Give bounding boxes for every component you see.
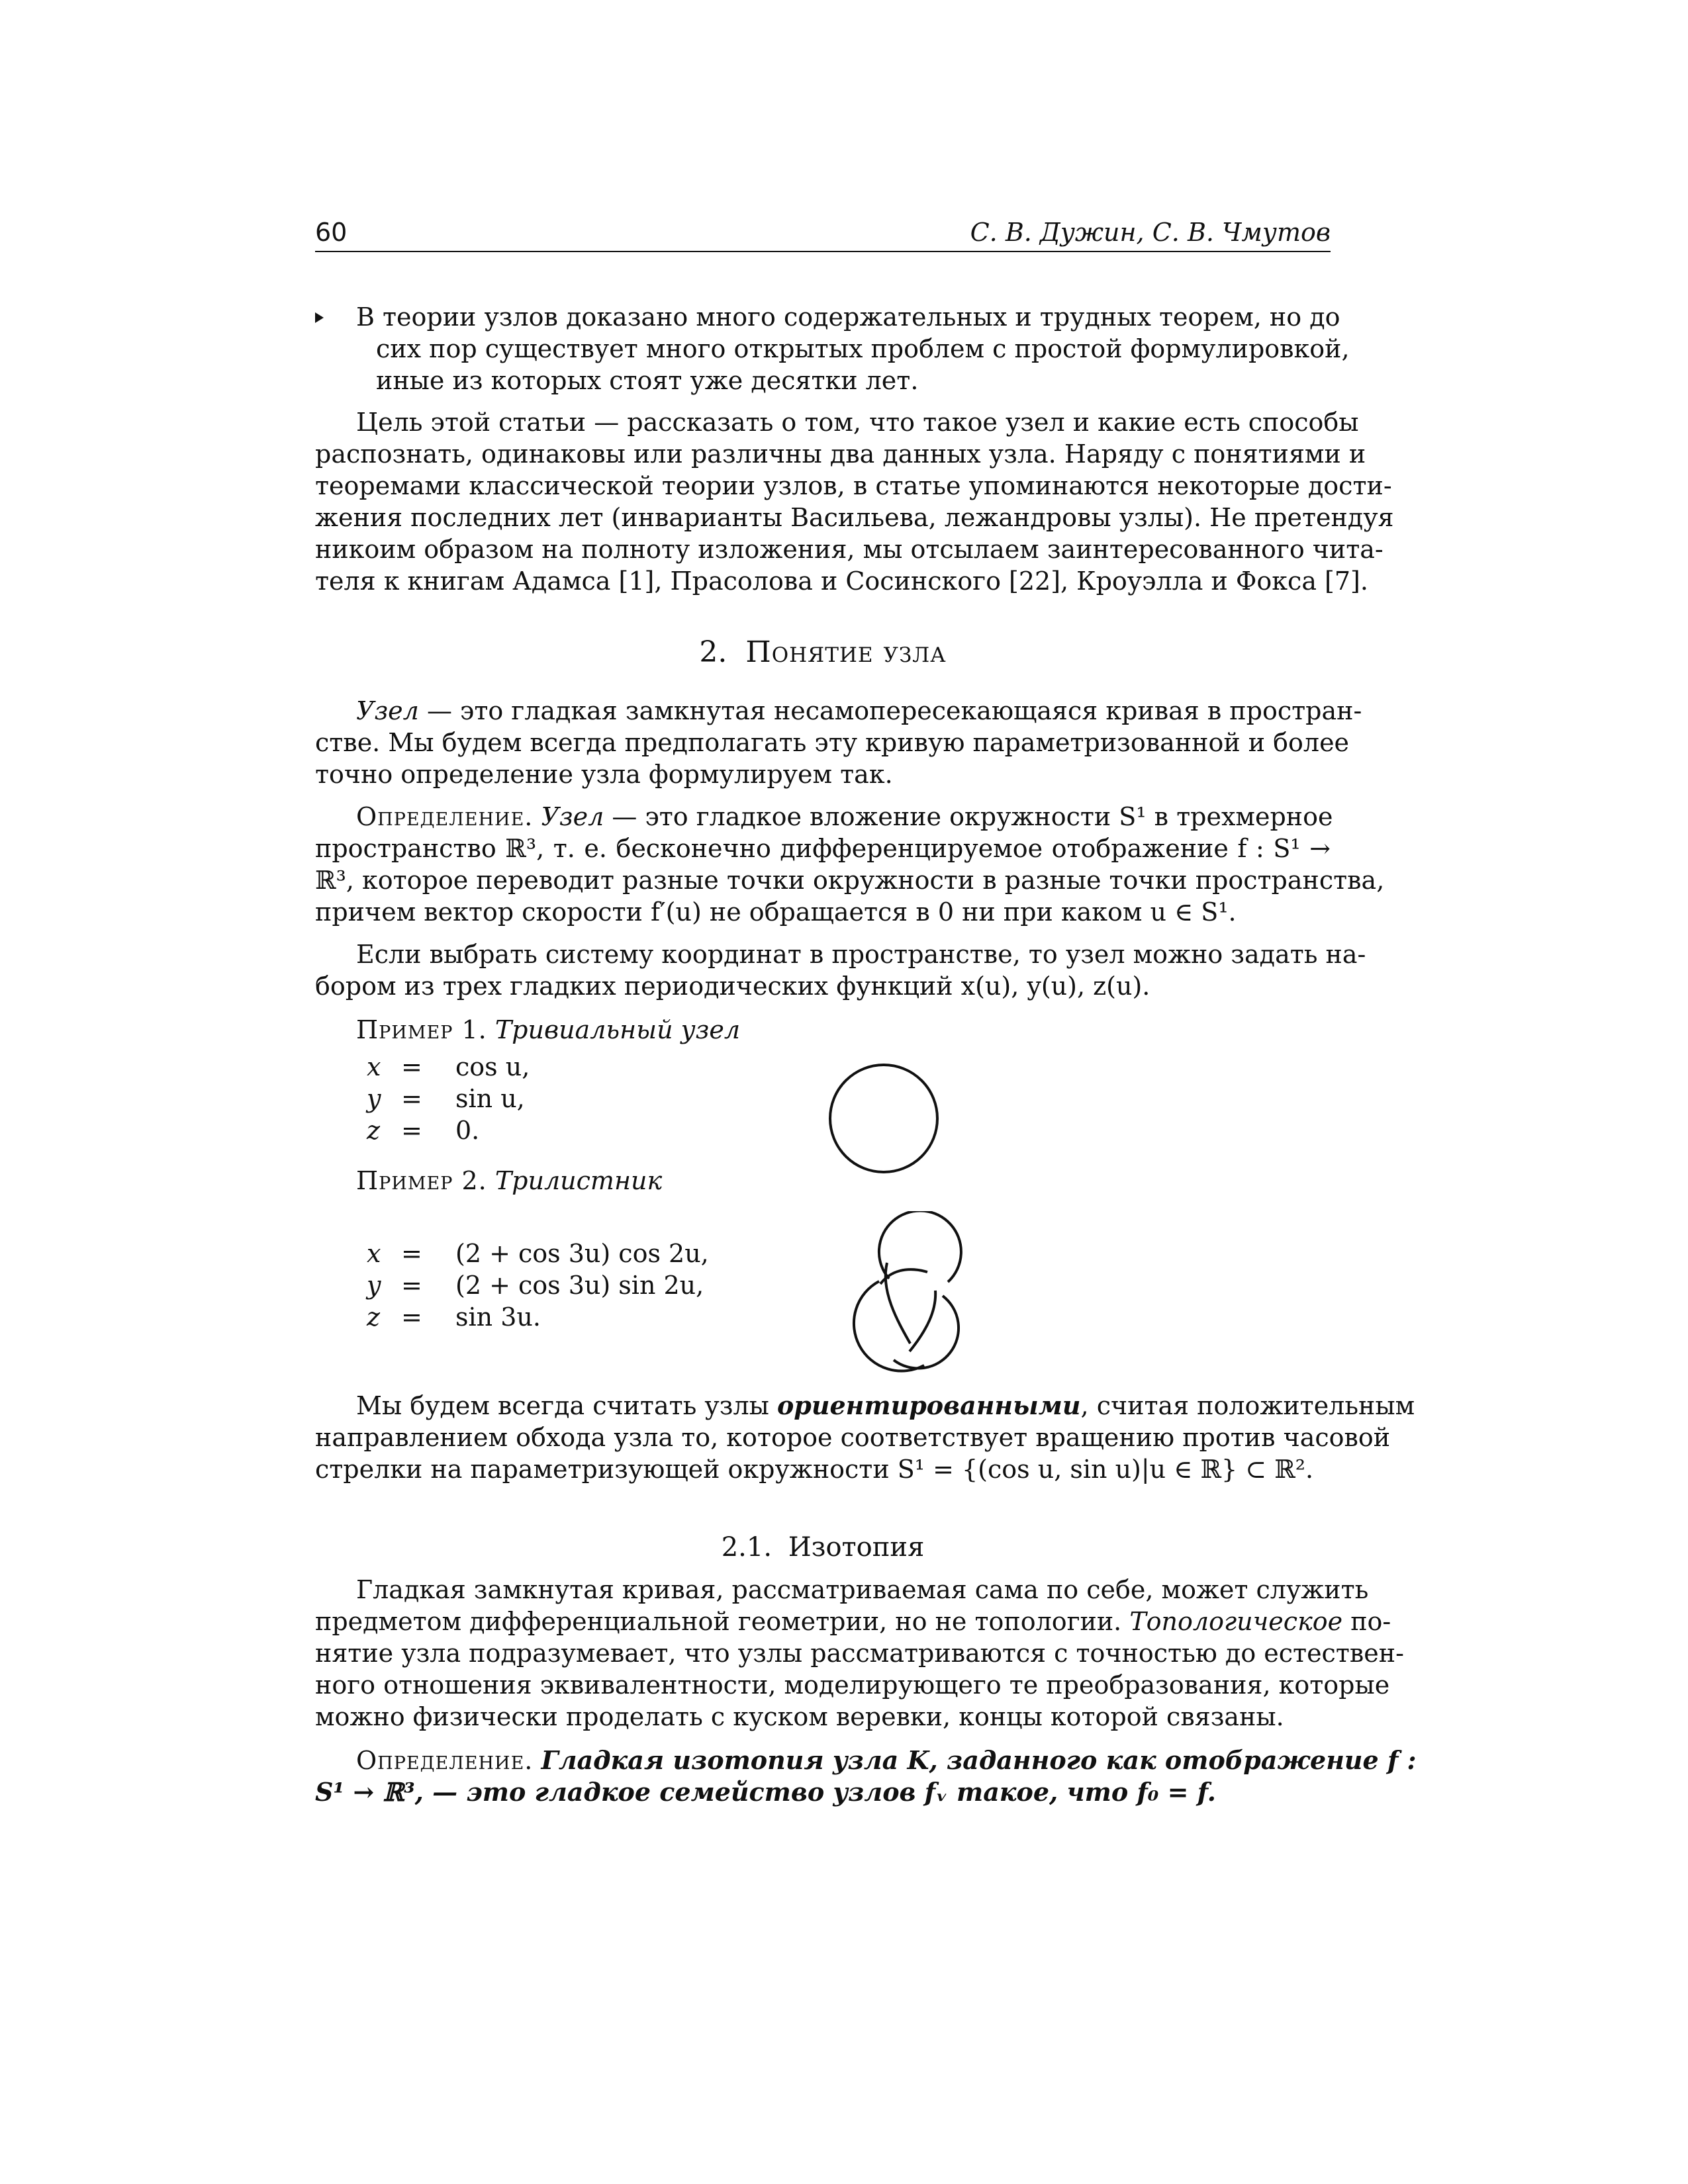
orientation-line-3: стрелки на параметризующей окружности S¹ = {(cos u, sin u)|u ∈ ℝ} ⊂ ℝ². <box>315 1455 1314 1484</box>
knot-term: Узел <box>356 696 419 725</box>
coords-line-2: бором из трех гладких периодических функций x(u), y(u), z(u). <box>315 972 1150 1001</box>
isotopy-line-1: Гладкая замкнутая кривая, рассматриваемая сама по себе, может служить <box>356 1575 1369 1604</box>
example-title: Тривиальный узел <box>494 1015 741 1044</box>
oriented-term: ориентированными <box>776 1390 1081 1420</box>
subsection-number: 2.1. <box>721 1532 773 1563</box>
running-authors: С. В. Дужин, С. В. Чмутов <box>970 218 1331 247</box>
example-label: Пример 1. <box>356 1015 487 1044</box>
trefoil-figure <box>814 1211 1000 1383</box>
isotopy-line-4: ного отношения эквивалентности, моделирующего те преобразования, которые <box>315 1670 1390 1700</box>
unknot-circle <box>830 1065 937 1172</box>
definition-label: Определение. <box>356 802 534 831</box>
definition-2-line-2: S¹ → ℝ³, — это гладкое семейство узлов fᵥ такое, что f₀ = f. <box>315 1777 1216 1807</box>
intro-line: теля к книгам Адамса [1], Прасолова и Сосинского [22], Кроуэлла и Фокса [7]. <box>315 567 1368 596</box>
intro-line: жения последних лет (инварианты Васильева, лежандровы узлы). Не претендуя <box>315 503 1394 532</box>
isotopy-line-5: можно физически проделать с куском веревки, концы которой связаны. <box>315 1702 1284 1731</box>
definition-term: Узел <box>541 802 604 831</box>
knot-line-3: точно определение узла формулируем так. <box>315 760 893 789</box>
definition-1-line-1: Определение. Узел — это гладкое вложение окружности S¹ в трехмерное <box>356 802 1333 831</box>
example-title: Трилистник <box>494 1166 663 1195</box>
section-number: 2. <box>699 635 727 669</box>
intro-line: Цель этой статьи — рассказать о том, что такое узел и какие есть способы <box>356 408 1359 437</box>
definition-2-line-1: Определение. Гладкая изотопия узла K, заданного как отображение f : <box>356 1745 1417 1775</box>
example-label: Пример 2. <box>356 1166 487 1195</box>
definition-1-line-2: пространство ℝ³, т. е. бесконечно дифференцируемое отображение f : S¹ → <box>315 834 1331 863</box>
section-heading <box>315 637 1331 668</box>
intro-line: никоим образом на полноту изложения, мы отсылаем заинтересованного чита- <box>315 535 1383 564</box>
definition-1-line-4: причем вектор скорости f′(u) не обращается в 0 ни при каком u ∈ S¹. <box>315 897 1237 927</box>
example-2-heading <box>356 1165 1331 1197</box>
bullet-line-2: сих пор существует много открытых проблем с простой формулировкой, <box>376 334 1350 363</box>
trefoil-arc-inner-right <box>910 1291 935 1351</box>
subsection-title: Изотопия <box>788 1532 925 1563</box>
bullet-line-3: иные из которых стоят уже десятки лет. <box>376 366 919 395</box>
knot-line-2: стве. Мы будем всегда предполагать эту кривую параметризованной и более <box>315 728 1350 757</box>
intro-line: теоремами классической теории узлов, в статье упоминаются некоторые дости- <box>315 471 1392 500</box>
topological-term: Топологическое <box>1129 1607 1343 1636</box>
page-number: 60 <box>315 218 348 247</box>
running-header <box>315 214 1331 252</box>
subsection-heading <box>315 1531 1331 1563</box>
orientation-line-1: Мы будем всегда считать узлы ориентированными, считая положительным <box>356 1390 1415 1420</box>
example-1-heading <box>356 1014 1331 1046</box>
section-title: Понятие узла <box>745 635 947 669</box>
coords-line-1: Если выбрать систему координат в пространстве, то узел можно задать на- <box>356 940 1366 969</box>
definition-1-line-3: ℝ³, которое переводит разные точки окружности в разные точки пространства, <box>315 866 1385 895</box>
knot-line-1: Узел — это гладкая замкнутая несамопересекающаяся кривая в простран- <box>356 696 1362 725</box>
trefoil-arc-inner-top <box>880 1269 927 1284</box>
bullet-line-1: В теории узлов доказано много содержательных и трудных теорем, но до <box>356 301 1331 333</box>
definition-label: Определение. <box>356 1746 534 1775</box>
isotopy-line-3: нятие узла подразумевает, что узлы рассматриваются с точностью до естествен- <box>315 1639 1404 1668</box>
orientation-line-2: направлением обхода узла то, которое соответствует вращению против часовой <box>315 1423 1391 1452</box>
isotopy-line-2: предметом дифференциальной геометрии, но не топологии. Топологическое по- <box>315 1607 1391 1636</box>
intro-line: распознать, одинаковы или различны два данных узла. Наряду с понятиями и <box>315 439 1366 469</box>
triangle-bullet-icon <box>315 312 324 323</box>
